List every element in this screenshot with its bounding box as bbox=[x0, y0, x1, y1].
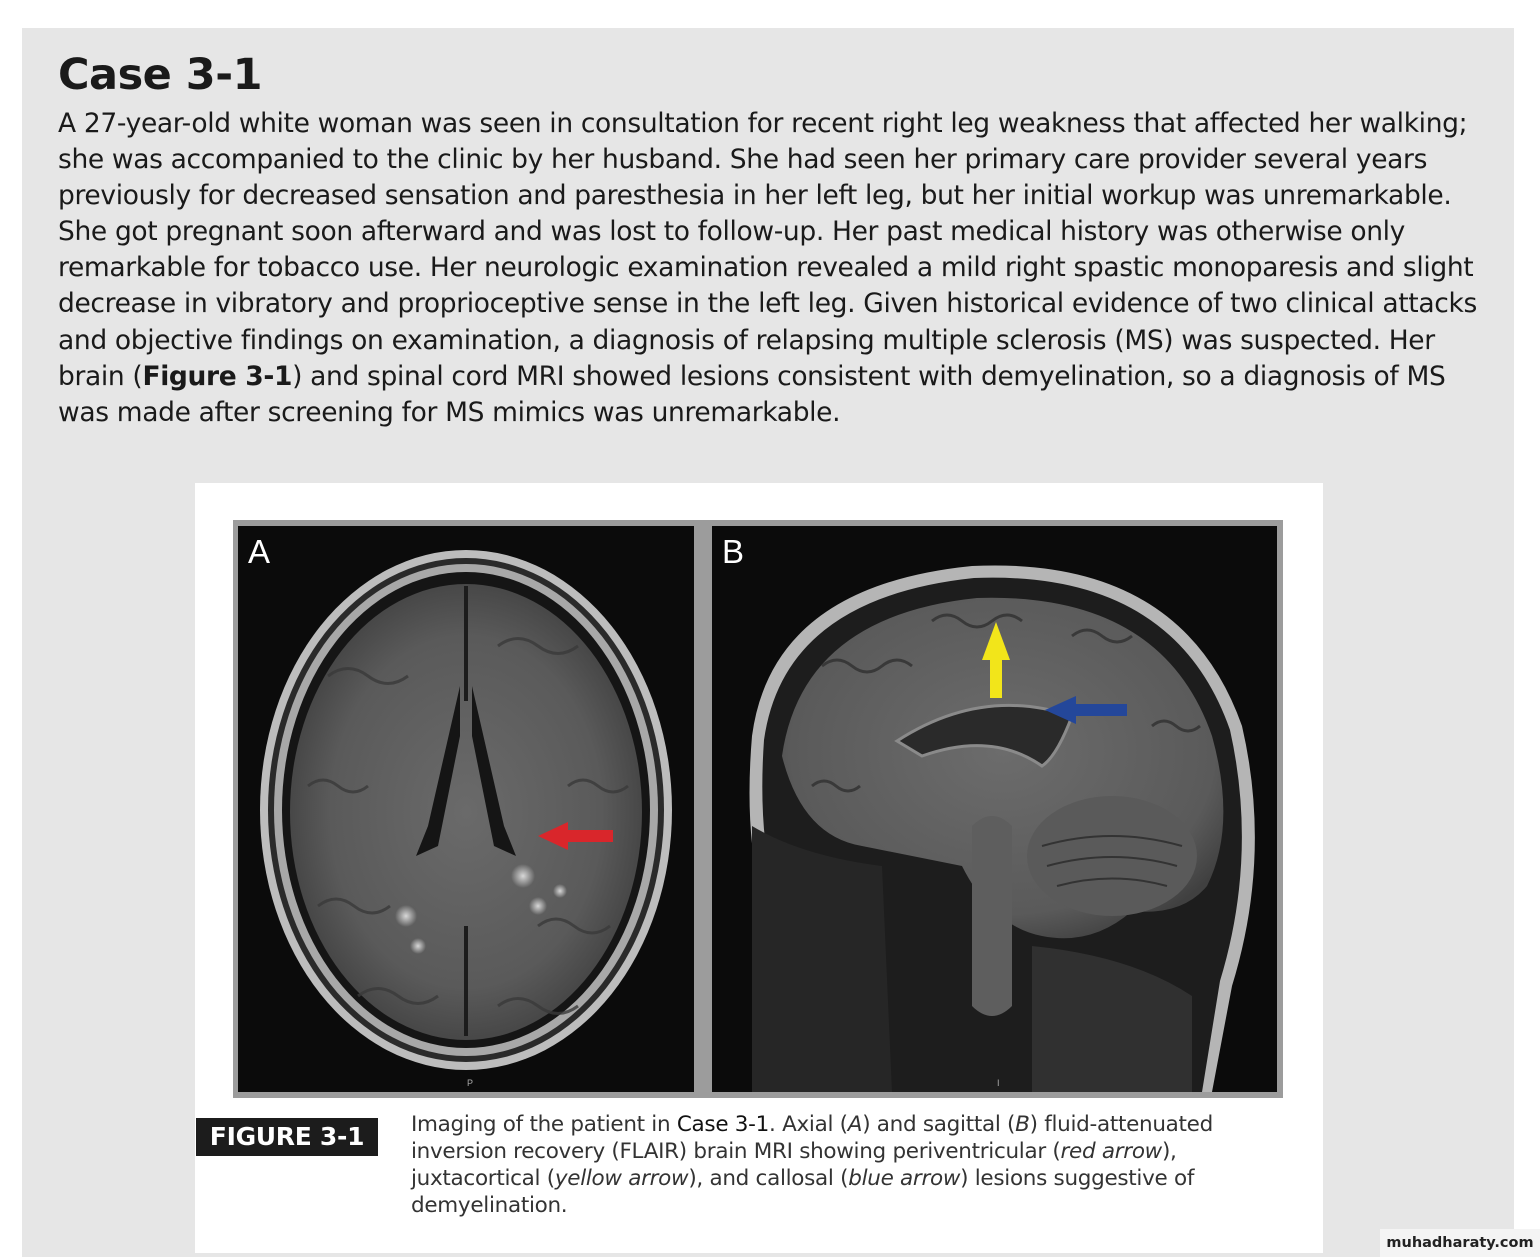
caption-text: ) and sagittal ( bbox=[862, 1112, 1016, 1137]
caption-text: ) lesions suggestive of demyelination. bbox=[411, 1166, 1195, 1218]
figure-label: FIGURE 3-1 bbox=[196, 1118, 378, 1156]
watermark: muhadharaty.com bbox=[1380, 1229, 1540, 1257]
caption-text: ), and callosal ( bbox=[688, 1166, 849, 1191]
caption-italic: A bbox=[847, 1112, 863, 1137]
axial-mri-image bbox=[238, 526, 694, 1092]
caption-text: . Axial ( bbox=[769, 1112, 848, 1137]
case-title: Case 3-1 bbox=[58, 50, 262, 100]
orientation-marker-a: P bbox=[467, 1078, 474, 1088]
caption-italic: yellow arrow bbox=[554, 1166, 689, 1191]
case-paragraph bbox=[58, 106, 1488, 431]
panel-label-a: A bbox=[248, 533, 271, 570]
caption-italic: B bbox=[1015, 1112, 1030, 1137]
figure-caption bbox=[411, 1111, 1291, 1219]
caption-italic: blue arrow bbox=[848, 1166, 961, 1191]
caption-text: ) fluid-attenuated inversion recovery (FLAIR) brain MRI showing periventricular ( bbox=[411, 1112, 1213, 1164]
caption-case-ref: Case 3-1 bbox=[676, 1112, 770, 1137]
orientation-marker-b: I bbox=[997, 1078, 1000, 1088]
mri-panel-sagittal bbox=[712, 526, 1277, 1092]
figure-reference: Figure 3-1 bbox=[142, 360, 293, 392]
case-text-part-1: A 27-year-old white woman was seen in consultation for recent right leg weakness that affected her walking; she was accompanied to the clinic by her husband. She had seen her primary care provider several years previously for decreased sensation and paresthesia in her left leg, but her initial workup was unremarkable. She got pregnant soon afterward and was lost to follow-up. Her past medical history was otherwise only remarkable for tobacco use. Her neurologic examination revealed a mild right spastic monoparesis and slight decrease in vibratory and proprioceptive sense in the left leg. Given historical evidence of two clinical attacks and objective findings on examination, a diagnosis of relapsing multiple sclerosis (MS) was suspected. Her brain ( bbox=[58, 108, 1477, 392]
mri-panel-axial bbox=[238, 526, 694, 1092]
sagittal-mri-image bbox=[712, 526, 1277, 1092]
case-text-part-2: ) and spinal cord MRI showed lesions consistent with demyelination, so a diagnosis of MS was made after screening for MS mimics was unremarkable. bbox=[58, 360, 1446, 428]
caption-text: ), juxtacortical ( bbox=[411, 1139, 1177, 1191]
panel-label-b: B bbox=[722, 533, 745, 570]
caption-text: Imaging of the patient in bbox=[411, 1112, 677, 1137]
caption-italic: red arrow bbox=[1060, 1139, 1162, 1164]
